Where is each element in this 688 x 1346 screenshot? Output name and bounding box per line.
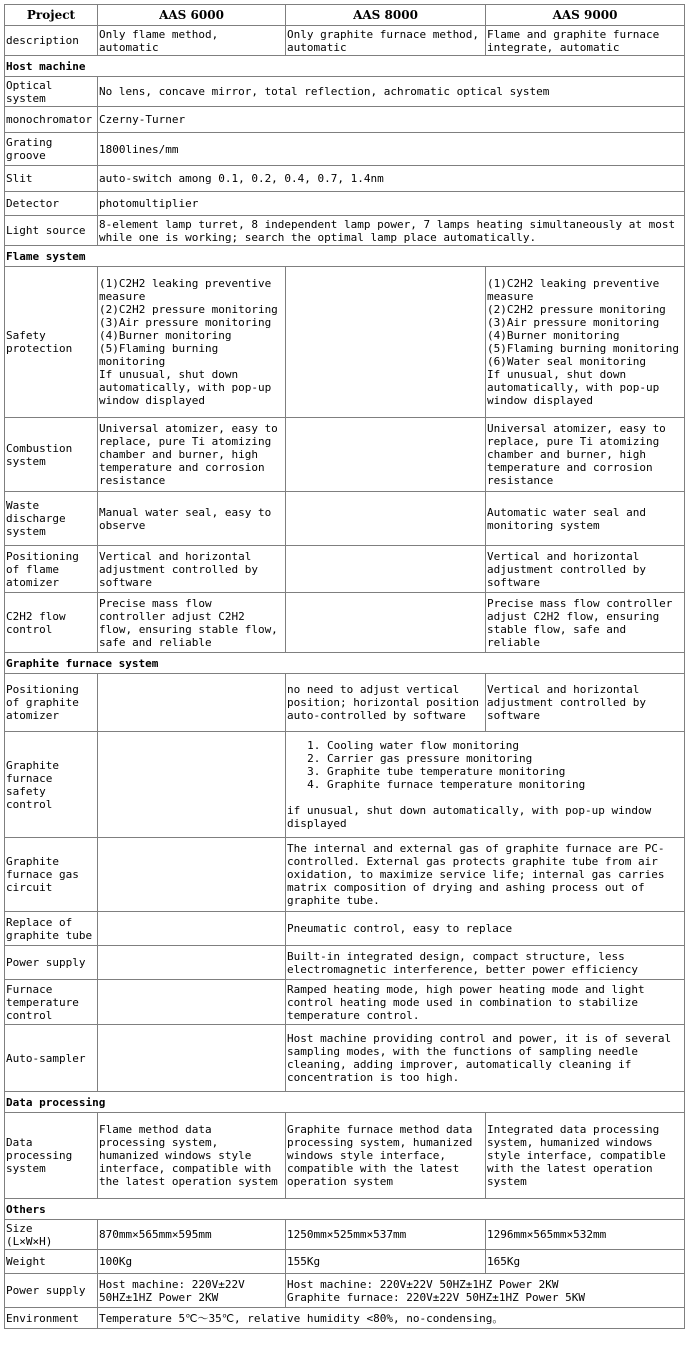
replace-tube-aas-6000 xyxy=(98,912,286,946)
row-graphite-power-supply xyxy=(5,946,685,980)
row-detector xyxy=(5,192,685,216)
section-title-flame: Flame system xyxy=(5,246,685,267)
label-replace-graphite-tube: Replace of graphite tube xyxy=(5,912,98,946)
replace-tube-value: Pneumatic control, easy to replace xyxy=(286,912,685,946)
combustion-aas-8000 xyxy=(286,418,486,492)
c2h2-flow-aas-8000 xyxy=(286,593,486,653)
row-graphite-positioning xyxy=(5,674,685,732)
row-light-source xyxy=(5,216,685,246)
graphite-power-aas-6000 xyxy=(98,946,286,980)
description-aas-8000: Only graphite furnace method, automatic xyxy=(286,26,486,56)
row-combustion-system xyxy=(5,418,685,492)
furnace-temp-value: Ramped heating mode, high power heating mode and light control heating mode used in combination to stabilize temperature control. xyxy=(286,980,685,1025)
row-furnace-temperature xyxy=(5,980,685,1025)
row-graphite-gas-circuit xyxy=(5,838,685,912)
power-aas-8000-9000: Host machine: 220V±22V 50HZ±1HZ Power 2KW Graphite furnace: 220V±22V 50HZ±1HZ Power 5KW xyxy=(286,1274,685,1308)
weight-aas-6000: 100Kg xyxy=(98,1250,286,1274)
weight-aas-8000: 155Kg xyxy=(286,1250,486,1274)
graphite-positioning-aas-9000: Vertical and horizontal adjustment controlled by software xyxy=(486,674,685,732)
label-graphite-safety: Graphite furnace safety control xyxy=(5,732,98,838)
row-monochromator xyxy=(5,107,685,133)
label-flame-positioning: Positioning of flame atomizer xyxy=(5,546,98,593)
label-size: Size (L×W×H) xyxy=(5,1220,98,1250)
gas-circuit-aas-6000 xyxy=(98,838,286,912)
combustion-aas-9000: Universal atomizer, easy to replace, pure Ti atomizing chamber and burner, high temperature and corrosion resistance xyxy=(486,418,685,492)
section-title-host: Host machine xyxy=(5,56,685,77)
safety-protection-aas-8000 xyxy=(286,267,486,418)
safety-protection-aas-9000: (1)C2H2 leaking preventive measure (2)C2H2 pressure monitoring (3)Air pressure monitoring (4)Burner monitoring (5)Flaming burning monitoring (6)Water seal monitoring If unusual, shut down automatically, with pop-up window displayed xyxy=(486,267,685,418)
c2h2-flow-aas-9000: Precise mass flow controller adjust C2H2 flow, ensuring stable flow, safe and reliable xyxy=(486,593,685,653)
section-title-graphite: Graphite furnace system xyxy=(5,653,685,674)
graphite-safety-aas-6000 xyxy=(98,732,286,838)
label-weight: Weight xyxy=(5,1250,98,1274)
data-processing-aas-9000: Integrated data processing system, humanized windows style interface, compatible with the latest operation system xyxy=(486,1113,685,1199)
label-light-source: Light source xyxy=(5,216,98,246)
list-item: 3. Graphite tube temperature monitoring xyxy=(327,765,683,778)
size-aas-6000: 870mm×565mm×595mm xyxy=(98,1220,286,1250)
value-slit: auto-switch among 0.1, 0.2, 0.4, 0.7, 1.4nm xyxy=(98,166,685,192)
label-description: description xyxy=(5,26,98,56)
flame-positioning-aas-9000: Vertical and horizontal adjustment controlled by software xyxy=(486,546,685,593)
auto-sampler-value: Host machine providing control and power, it is of several sampling modes, with the functions of sampling needle cleaning, adding improver, automatically cleaning if concentration is too high. xyxy=(286,1025,685,1092)
gas-circuit-value: The internal and external gas of graphite furnace are PC-controlled. External gas protects graphite tube from air oxidation, to maximize service life; internal gas carries matrix composition of drying and ashing process out of graphite tube. xyxy=(286,838,685,912)
row-safety-protection xyxy=(5,267,685,418)
waste-aas-6000: Manual water seal, easy to observe xyxy=(98,492,286,546)
size-aas-9000: 1296mm×565mm×532mm xyxy=(486,1220,685,1250)
label-graphite-gas-circuit: Graphite furnace gas circuit xyxy=(5,838,98,912)
label-graphite-power-supply: Power supply xyxy=(5,946,98,980)
header-project: Project xyxy=(5,5,98,26)
row-power-supply xyxy=(5,1274,685,1308)
list-item: 2. Carrier gas pressure monitoring xyxy=(327,752,683,765)
section-others xyxy=(5,1199,685,1220)
data-processing-aas-6000: Flame method data processing system, humanized windows style interface, compatible with the latest operation system xyxy=(98,1113,286,1199)
weight-aas-9000: 165Kg xyxy=(486,1250,685,1274)
graphite-safety-list xyxy=(287,739,683,791)
section-title-others: Others xyxy=(5,1199,685,1220)
power-aas-6000: Host machine: 220V±22V 50HZ±1HZ Power 2KW xyxy=(98,1274,286,1308)
row-replace-graphite-tube xyxy=(5,912,685,946)
label-detector: Detector xyxy=(5,192,98,216)
flame-positioning-aas-6000: Vertical and horizontal adjustment controlled by software xyxy=(98,546,286,593)
value-optical-system: No lens, concave mirror, total reflection, achromatic optical system xyxy=(98,77,685,107)
graphite-positioning-aas-8000: no need to adjust vertical position; horizontal position auto-controlled by software xyxy=(286,674,486,732)
label-monochromator: monochromator xyxy=(5,107,98,133)
row-slit xyxy=(5,166,685,192)
row-environment xyxy=(5,1308,685,1329)
section-graphite-furnace xyxy=(5,653,685,674)
row-size xyxy=(5,1220,685,1250)
row-graphite-safety xyxy=(5,732,685,838)
label-optical-system: Optical system xyxy=(5,77,98,107)
row-flame-positioning xyxy=(5,546,685,593)
header-aas-9000: AAS 9000 xyxy=(486,5,685,26)
section-title-data: Data processing xyxy=(5,1092,685,1113)
graphite-positioning-aas-6000 xyxy=(98,674,286,732)
value-environment: Temperature 5℃～35℃, relative humidity <80%, no-condensing。 xyxy=(98,1308,685,1329)
waste-aas-9000: Automatic water seal and monitoring system xyxy=(486,492,685,546)
label-furnace-temperature: Furnace temperature control xyxy=(5,980,98,1025)
label-combustion-system: Combustion system xyxy=(5,418,98,492)
data-processing-aas-8000: Graphite furnace method data processing system, humanized windows style interface, compatible with the latest operation system xyxy=(286,1113,486,1199)
label-safety-protection: Safety protection xyxy=(5,267,98,418)
description-aas-9000: Flame and graphite furnace integrate, automatic xyxy=(486,26,685,56)
list-item: 4. Graphite furnace temperature monitoring xyxy=(327,778,683,791)
waste-aas-8000 xyxy=(286,492,486,546)
row-c2h2-flow xyxy=(5,593,685,653)
section-data-processing xyxy=(5,1092,685,1113)
label-waste-discharge: Waste discharge system xyxy=(5,492,98,546)
combustion-aas-6000: Universal atomizer, easy to replace, pure Ti atomizing chamber and burner, high temperature and corrosion resistance xyxy=(98,418,286,492)
list-item: 1. Cooling water flow monitoring xyxy=(327,739,683,752)
row-description xyxy=(5,26,685,56)
graphite-safety-note: if unusual, shut down automatically, with pop-up window displayed xyxy=(287,804,652,830)
c2h2-flow-aas-6000: Precise mass flow controller adjust C2H2 flow, ensuring stable flow, safe and reliable xyxy=(98,593,286,653)
label-power-supply: Power supply xyxy=(5,1274,98,1308)
value-monochromator: Czerny-Turner xyxy=(98,107,685,133)
row-weight xyxy=(5,1250,685,1274)
size-aas-8000: 1250mm×525mm×537mm xyxy=(286,1220,486,1250)
section-host-machine xyxy=(5,56,685,77)
header-aas-8000: AAS 8000 xyxy=(286,5,486,26)
label-slit: Slit xyxy=(5,166,98,192)
label-grating-groove: Grating groove xyxy=(5,133,98,166)
safety-protection-aas-6000: (1)C2H2 leaking preventive measure (2)C2H2 pressure monitoring (3)Air pressure monitoring (4)Burner monitoring (5)Flaming burning monitoring If unusual, shut down automatically, with pop-up window displayed xyxy=(98,267,286,418)
label-data-processing-system: Data processing system xyxy=(5,1113,98,1199)
graphite-safety-value xyxy=(286,732,685,838)
furnace-temp-aas-6000 xyxy=(98,980,286,1025)
spec-table xyxy=(4,4,685,1329)
value-grating-groove: 1800lines/mm xyxy=(98,133,685,166)
row-waste-discharge xyxy=(5,492,685,546)
auto-sampler-aas-6000 xyxy=(98,1025,286,1092)
section-flame-system xyxy=(5,246,685,267)
label-graphite-positioning: Positioning of graphite atomizer xyxy=(5,674,98,732)
value-light-source: 8-element lamp turret, 8 independent lamp power, 7 lamps heating simultaneously at most while one is working; search the optimal lamp place automatically. xyxy=(98,216,685,246)
label-auto-sampler: Auto-sampler xyxy=(5,1025,98,1092)
header-aas-6000: AAS 6000 xyxy=(98,5,286,26)
label-environment: Environment xyxy=(5,1308,98,1329)
description-aas-6000: Only flame method, automatic xyxy=(98,26,286,56)
graphite-power-value: Built-in integrated design, compact structure, less electromagnetic interference, better power efficiency xyxy=(286,946,685,980)
row-optical-system xyxy=(5,77,685,107)
header-row xyxy=(5,5,685,26)
row-data-processing-system xyxy=(5,1113,685,1199)
row-auto-sampler xyxy=(5,1025,685,1092)
value-detector: photomultiplier xyxy=(98,192,685,216)
row-grating-groove xyxy=(5,133,685,166)
flame-positioning-aas-8000 xyxy=(286,546,486,593)
label-c2h2-flow: C2H2 flow control xyxy=(5,593,98,653)
